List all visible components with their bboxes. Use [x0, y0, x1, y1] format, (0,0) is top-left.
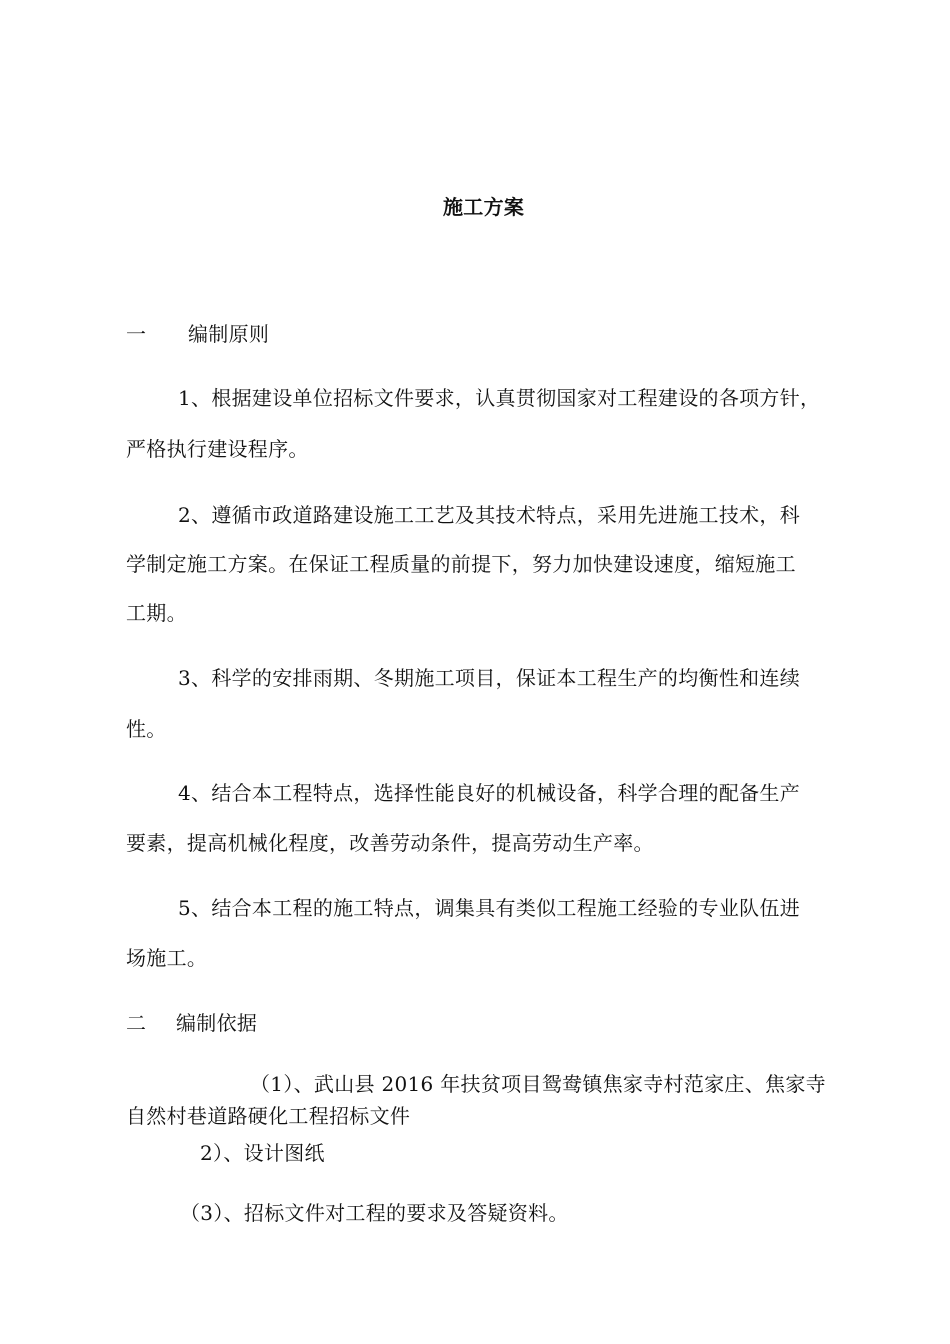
section-1-item-3-line-2: 性。 [126, 717, 167, 741]
section-1-item-2-line-2: 学制定施工方案。在保证工程质量的前提下，努力加快建设速度，缩短施工 [126, 552, 796, 576]
section-1-item-1-line-2: 严格执行建设程序。 [126, 437, 309, 461]
page-title: 施工方案 [443, 195, 525, 219]
section-1-item-5-line-1: 5、结合本工程的施工特点，调集具有类似工程施工经验的专业队伍进 [178, 896, 801, 920]
section-1-item-1-line-1: 1、根据建设单位招标文件要求，认真贯彻国家对工程建设的各项方针， [178, 386, 821, 410]
section-2-item-2: 2）、设计图纸 [200, 1141, 325, 1165]
section-1-item-2-line-1: 2、遵循市政道路建设施工工艺及其技术特点，采用先进施工技术，科 [178, 503, 801, 527]
section-1-item-4-line-1: 4、结合本工程特点，选择性能良好的机械设备，科学合理的配备生产 [178, 781, 801, 805]
section-1-item-2-line-3: 工期。 [126, 601, 187, 625]
section-2-heading: 编制依据 [176, 1011, 258, 1035]
section-2-item-1-line-2: 自然村巷道路硬化工程招标文件 [126, 1104, 411, 1128]
section-2-number: 二 [126, 1011, 146, 1035]
section-1-item-4-line-2: 要素，提高机械化程度，改善劳动条件，提高劳动生产率。 [126, 831, 654, 855]
section-1-item-5-line-2: 场施工。 [126, 946, 208, 970]
section-2-item-1-line-1: （1）、武山县 2016 年扶贫项目鸳鸯镇焦家寺村范家庄、焦家寺 [250, 1072, 826, 1096]
section-2-item-3: （3）、招标文件对工程的要求及答疑资料。 [180, 1201, 569, 1225]
section-1-heading: 编制原则 [188, 322, 270, 346]
section-1-number: 一 [126, 322, 146, 346]
section-1-item-3-line-1: 3、科学的安排雨期、冬期施工项目，保证本工程生产的均衡性和连续 [178, 666, 801, 690]
